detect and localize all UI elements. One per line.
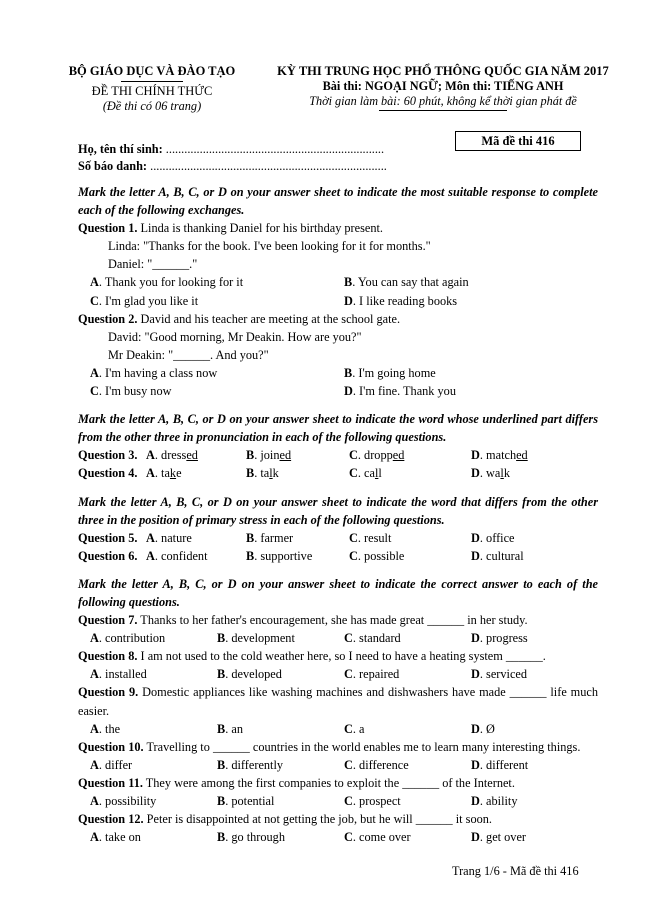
- option-a: A. installed: [90, 667, 147, 682]
- name-field: .......................................................................: [162, 142, 385, 156]
- option-a: A. nature: [146, 530, 192, 545]
- option-c: C. possible: [349, 548, 405, 563]
- question: Question 2. David and his teacher are meeting at the school gate.: [78, 311, 401, 326]
- option-c: C. I'm glad you like it: [90, 293, 199, 308]
- option-a: A. the: [90, 721, 121, 736]
- option-a: A. I'm having a class now: [90, 365, 218, 380]
- option-d: D. ability: [471, 794, 518, 808]
- name-label: Họ, tên thí sinh:: [78, 142, 163, 156]
- question: Question 8. I am not used to the cold weather here, so I need to have a heating system ______.: [78, 649, 546, 664]
- official-label: ĐỀ THI CHÍNH THỨC: [91, 84, 213, 98]
- ministry-name: BỘ GIÁO DỤC VÀ ĐÀO TẠO: [68, 64, 236, 78]
- header-right: [268, 64, 618, 111]
- option-c: C. come over: [344, 830, 411, 845]
- time-note: Thời gian làm bài: 60 phút, không kể thời gian phát đề: [309, 94, 577, 108]
- option-a: A. contribution: [90, 631, 166, 646]
- option-d: D. get over: [471, 830, 526, 845]
- option-d: D. I'm fine. Thank you: [344, 384, 456, 399]
- dialogue-line: Linda: "Thanks for the book. I've been looking for it for months.": [108, 239, 431, 254]
- option-b: B. joined: [246, 448, 292, 463]
- option-b: B. You can say that again: [344, 275, 469, 290]
- options-row: [78, 382, 598, 400]
- option-d: D. cultural: [471, 548, 524, 563]
- option-a: A. differ: [90, 757, 133, 772]
- question-row: Question 4. A. take B. talk C. call D. walk: [78, 464, 598, 482]
- option-d: D. walk: [471, 466, 510, 481]
- option-b: B. supportive: [246, 548, 313, 563]
- id-field: .............................................................................: [147, 159, 387, 173]
- option-c: C. a: [344, 721, 365, 736]
- dialogue-line: David: "Good morning, Mr Deakin. How are you?": [108, 329, 362, 344]
- options-row: [78, 273, 598, 291]
- question-row: Question 6. A. confident B. supportive C. possible D. cultural: [78, 547, 598, 565]
- option-c: C. I'm busy now: [90, 384, 172, 399]
- question: Question 11. They were among the first companies to exploit the ______ of the Internet.: [78, 775, 515, 790]
- instruction: Mark the letter A, B, C, or D on your answer sheet to indicate the correct answer to each of the following questions.: [78, 576, 598, 609]
- dialogue-line: Daniel: "______.": [108, 257, 198, 272]
- instruction: Mark the letter A, B, C, or D on your answer sheet to indicate the word whose underlined part differs from the other three in pronunciation in each of the following questions.: [78, 412, 598, 445]
- exam-content: [78, 183, 598, 846]
- page-count-note: (Đề thi có 06 trang): [102, 99, 202, 113]
- question: Question 12. Peter is disappointed at not getting the job, but he will ______ it soon.: [78, 812, 492, 827]
- option-b: B. development: [217, 631, 295, 646]
- option-b: B. potential: [217, 794, 275, 808]
- id-label: Số báo danh:: [78, 159, 148, 173]
- option-c: C. result: [349, 530, 392, 545]
- header-left: [52, 64, 252, 114]
- option-c: C. repaired: [344, 667, 400, 682]
- options-row: [78, 756, 598, 774]
- option-b: B. an: [217, 721, 243, 736]
- question-row: Question 5. A. nature B. farmer C. result D. office: [78, 529, 598, 547]
- option-c: C. dropped: [349, 448, 405, 463]
- option-d: D. serviced: [471, 667, 528, 682]
- option-d: D. I like reading books: [344, 293, 458, 308]
- option-d: D. office: [471, 530, 515, 545]
- option-a: A. Thank you for looking for it: [90, 275, 244, 290]
- question-row: Question 3. A. dressed B. joined C. dropped D. matched: [78, 446, 598, 464]
- option-c: C. standard: [344, 631, 401, 646]
- option-b: B. developed: [217, 667, 282, 682]
- options-row: [78, 665, 598, 683]
- question: Question 9. Domestic appliances like washing machines and dishwashers have made ______ life much easier.: [78, 685, 598, 718]
- option-d: D. progress: [471, 631, 528, 646]
- option-b: B. farmer: [246, 530, 294, 545]
- option-a: A. take on: [90, 830, 141, 845]
- options-row: [78, 792, 598, 810]
- dialogue-line: Mr Deakin: "______. And you?": [108, 347, 269, 362]
- option-c: C. prospect: [344, 794, 401, 808]
- question: Question 7. Thanks to her father's encouragement, she has made great ______ in her study.: [78, 613, 528, 628]
- options-row: [78, 720, 598, 738]
- options-row: [78, 828, 598, 846]
- divider: [121, 81, 183, 82]
- option-a: A. possibility: [90, 794, 157, 808]
- option-d: D. Ø: [471, 721, 495, 736]
- subject-line: Bài thi: NGOẠI NGỮ; Môn thi: TIẾNG ANH: [322, 79, 564, 93]
- options-row: [78, 364, 598, 382]
- question: Question 10. Travelling to ______ countries in the world enables me to learn many interesting things.: [78, 739, 581, 754]
- option-c: C. difference: [344, 757, 409, 772]
- option-c: C. call: [349, 466, 382, 481]
- question: Question 1. Linda is thanking Daniel for his birthday present.: [78, 221, 383, 236]
- page-footer: Trang 1/6 - Mã đề thi 416: [452, 864, 579, 878]
- instruction: Mark the letter A, B, C, or D on your answer sheet to indicate the most suitable response to complete each of the following exchanges.: [78, 185, 598, 218]
- divider: [379, 110, 507, 111]
- option-b: B. talk: [246, 466, 279, 481]
- instruction: Mark the letter A, B, C, or D on your answer sheet to indicate the word that differs from the other three in the position of primary stress in each of the following questions.: [78, 494, 598, 527]
- option-b: B. I'm going home: [344, 365, 436, 380]
- option-a: A. confident: [146, 548, 208, 563]
- exam-code-box: Mã đề thi 416: [455, 131, 581, 151]
- option-d: D. different: [471, 757, 529, 772]
- exam-title: KỲ THI TRUNG HỌC PHỔ THÔNG QUỐC GIA NĂM 2017: [277, 64, 609, 78]
- options-row: [78, 629, 598, 647]
- candidate-info: [78, 141, 387, 175]
- options-row: [78, 292, 598, 310]
- option-b: B. differently: [217, 757, 284, 772]
- option-d: D. matched: [471, 448, 528, 463]
- option-a: A. dressed: [146, 448, 198, 463]
- option-a: A. take: [146, 466, 182, 481]
- option-b: B. go through: [217, 830, 285, 845]
